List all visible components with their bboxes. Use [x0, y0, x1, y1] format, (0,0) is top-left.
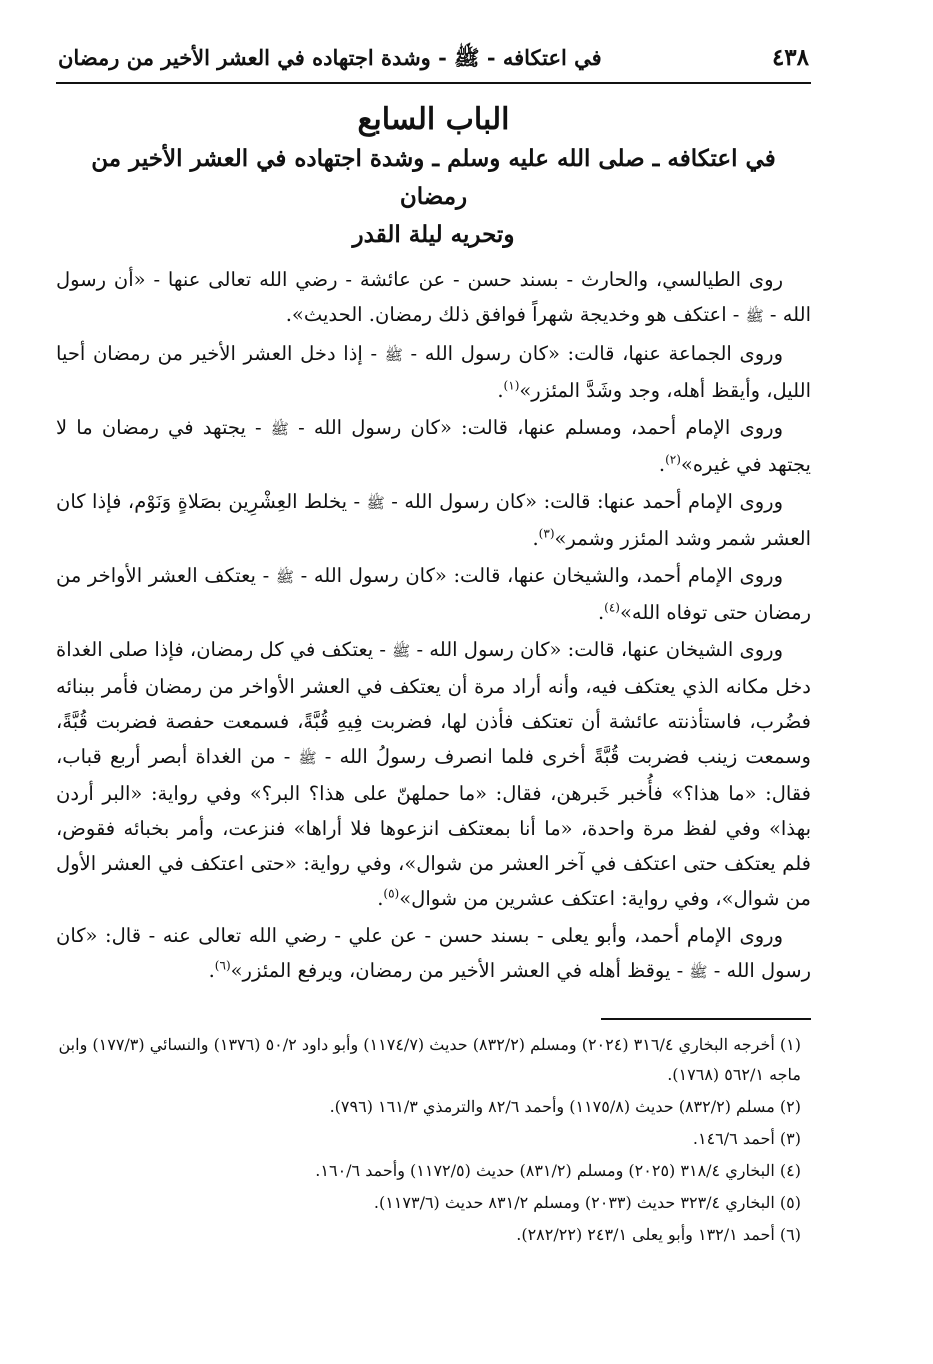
paragraph-4: وروى الإمام أحمد عنها: قالت: «كان رسول الله - ﷺ - يخلط العِشْرِين بصَلاةٍ وَنَوْم، فإذا كان العشر شمر وشد المئزر وشمر»$^{(٣)}$. — [56, 490, 811, 550]
chapter-heading — [56, 100, 811, 254]
paragraph-text: وروى الإمام أحمد عنها: قالت: «كان رسول الله - — [384, 490, 783, 513]
paragraph-text: - يعتكف العشر الأواخر من رمضان حتى توفاه الله» — [56, 564, 811, 624]
page-number: ٤٣٨ — [771, 44, 809, 71]
paragraph-text: روى الطيالسي، والحارث - بسند حسن - عن عائشة - رضي الله تعالى عنها - «أن رسول الله - — [56, 268, 811, 326]
paragraph-6: وروى الشيخان عنها، قالت: «كان رسول الله - ﷺ - يعتكف في كل رمضان، فإذا صلى الغداة دخل مكانه الذي يعتكف فيه، وأنه أراد مرة أن يعتكف في العشر الأواخر من رمضان فأمر ببنائه فضُرب، فاستأذنته عائشة أن تعتكف فأذن لها، فضربت فِيهِ قُبَّةً، فسمعت حفصة فضربت قُبَّةً، وسمعت زينب فضربت قُبَّةً أخرى فلما انصرف رسولُ الله - ﷺ - من الغداة أبصر أربع قباب، فقال: «ما هذا؟» فأُخبر خَبرهن، فقال: «ما حملهنّ على هذا؟ البر؟» وفي رواية: «البر أردن بهذا» وفي لفظ مرة واحدة، «ما أنا بمعتكف انزعوها فلا أراها» فنزعت، وأمر بخبائه فقوض، فلم يعتكف حتى اعتكف في آخر العشر من شوال»، وفي رواية: «حتى اعتكف في العشر الأول من شوال»، وفي رواية: اعتكف عشرين من شوال»$^{(٥)}$. — [56, 638, 811, 910]
paragraph-text: - يوقظ أهله في العشر الأخير من رمضان، ويرفع المئزر» — [230, 959, 690, 982]
footnote-marker: (٥) — [383, 886, 400, 901]
paragraph-text: - يعتكف في كل رمضان، فإذا صلى الغداة دخل مكانه الذي يعتكف فيه، وأنه أراد مرة أن يعتكف في العشر الأواخر من رمضان فأمر ببنائه فضُرب، فاستأذنته عائشة أن تعتكف فأذن لها، فضربت فِيهِ قُبَّةً، فسمعت حفصة فضربت قُبَّةً، وسمعت زينب فضربت قُبَّةً أخرى فلما انصرف رسولُ الله - — [56, 638, 811, 768]
salutation-glyph: ﷺ — [275, 568, 294, 586]
running-header — [56, 44, 811, 84]
paragraph-text: - إذا دخل العشر الأخير من رمضان أحيا الليل، وأيقظ أهله، وجد وشَدَّ المئزر» — [56, 342, 811, 402]
salutation-glyph: ﷺ — [384, 346, 403, 364]
salutation-glyph: ﷺ — [270, 420, 289, 438]
paragraph-text: - اعتكف هو وخديجة شهراً فوافق ذلك رمضان. الحديث». — [285, 303, 746, 326]
book-page — [56, 44, 811, 1334]
paragraph-text: - يخلط العِشْرِين بصَلاةٍ وَنَوْم، فإذا كان العشر شمر وشد المئزر وشمر» — [56, 490, 811, 550]
paragraph-3: وروى الإمام أحمد، ومسلم عنها، قالت: «كان رسول الله - ﷺ - يجتهد في رمضان ما لا يجتهد في غيره»$^{(٢)}$. — [56, 416, 811, 476]
footnote-marker: (٤) — [604, 600, 620, 615]
footnotes — [56, 1030, 811, 1250]
chapter-label: الباب السابع — [357, 102, 510, 137]
paragraph-text: وروى الإمام أحمد، ومسلم عنها، قالت: «كان رسول الله - — [288, 416, 783, 439]
chapter-title-line-2: وتحريه ليلة القدر — [352, 221, 515, 248]
paragraph-text: وروى الإمام أحمد، والشيخان عنها، قالت: «كان رسول الله - — [293, 564, 783, 587]
paragraph-text: وروى الجماعة عنها، قالت: «كان رسول الله - — [402, 342, 783, 365]
salutation-glyph: ﷺ — [689, 963, 708, 981]
salutation-glyph: ﷺ — [366, 494, 385, 512]
paragraph-text: - من الغداة أبصر أربع قباب، فقال: «ما هذا؟» فأُخبر خَبرهن، فقال: «ما حملهنّ على هذا؟ البر؟» وفي رواية: «البر أردن بهذا» وفي لفظ مرة واحدة، «ما أنا بمعتكف انزعوها فلا أراها» فنزعت، وأمر بخبائه فقوض، فلم يعتكف حتى اعتكف في آخر العشر من شوال»، وفي رواية: «حتى اعتكف في العشر الأول من شوال»، وفي رواية: اعتكف عشرين من شوال» — [56, 745, 811, 910]
footnote-1: (١) أخرجه البخاري ٣١٦/٤ (٢٠٢٤) ومسلم (٨٣٢/٢) حديث (١١٧٤/٧) وأبو داود ٥٠/٢ (١٣٧٦) والنسائي (١٧٧/٣) وابن ماجه ٥٦٢/١ (١٧٦٨). — [58, 1035, 801, 1084]
footnote-5: (٥) البخاري ٣٢٣/٤ حديث (٢٠٣٣) ومسلم ٨٣١/٢ حديث (١١٧٣/٦). — [373, 1193, 801, 1212]
paragraph-5: وروى الإمام أحمد، والشيخان عنها، قالت: «كان رسول الله - ﷺ - يعتكف العشر الأواخر من رمضان حتى توفاه الله»$^{(٤)}$. — [56, 564, 811, 624]
footnote-3: (٣) أحمد ١٤٦/٦. — [692, 1129, 801, 1148]
footnote-2: (٢) مسلم (٨٣٢/٢) حديث (١١٧٥/٨) وأحمد ٨٢/٦ والترمذي ١٦١/٣ (٧٩٦). — [329, 1097, 801, 1116]
paragraph-text: - يجتهد في رمضان ما لا يجتهد في غيره» — [56, 416, 811, 476]
footnote-marker: (٢) — [665, 452, 681, 467]
paragraph-7: وروى الإمام أحمد، وأبو يعلى - بسند حسن - عن علي - رضي الله تعالى عنه - قال: «كان رسول الله - ﷺ - يوقظ أهله في العشر الأخير من رمضان، ويرفع المئزر»$^{(٦)}$. — [56, 924, 811, 982]
footnote-4: (٤) البخاري ٣١٨/٤ (٢٠٢٥) ومسلم (٨٣١/٢) حديث (١١٧٢/٥) وأحمد ١٦٠/٦. — [315, 1161, 801, 1180]
running-title: في اعتكافه - ﷺ - وشدة اجتهاده في العشر الأخير من رمضان — [58, 45, 602, 70]
footnote-marker: (١) — [503, 378, 520, 393]
chapter-title-line-1: في اعتكافه ـ صلى الله عليه وسلم ـ وشدة اجتهاده في العشر الأخير من رمضان — [91, 145, 776, 210]
footnote-marker: (٦) — [214, 958, 231, 973]
paragraph-2: وروى الجماعة عنها، قالت: «كان رسول الله - ﷺ - إذا دخل العشر الأخير من رمضان أحيا الليل، وأيقظ أهله، وجد وشَدَّ المئزر»$^{(١)}$. — [56, 342, 811, 402]
footnote-6: (٦) أحمد ١٣٢/١ وأبو يعلى ٢٤٣/١ (٢٨٢/٢٢). — [516, 1225, 801, 1244]
paragraph-1 — [56, 262, 811, 334]
footnote-separator — [601, 1018, 811, 1020]
salutation-glyph: ﷺ — [392, 642, 411, 660]
salutation-glyph: ﷺ — [298, 749, 317, 767]
paragraph-text: وروى الإمام أحمد، وأبو يعلى - بسند حسن - عن علي - رضي الله تعالى عنه - قال: «كان رسول الله - — [56, 924, 811, 982]
paragraph-text: وروى الشيخان عنها، قالت: «كان رسول الله - — [410, 638, 783, 661]
body-text — [56, 262, 811, 990]
salutation-glyph: ﷺ — [745, 307, 764, 325]
footnote-marker: (٣) — [538, 526, 555, 541]
